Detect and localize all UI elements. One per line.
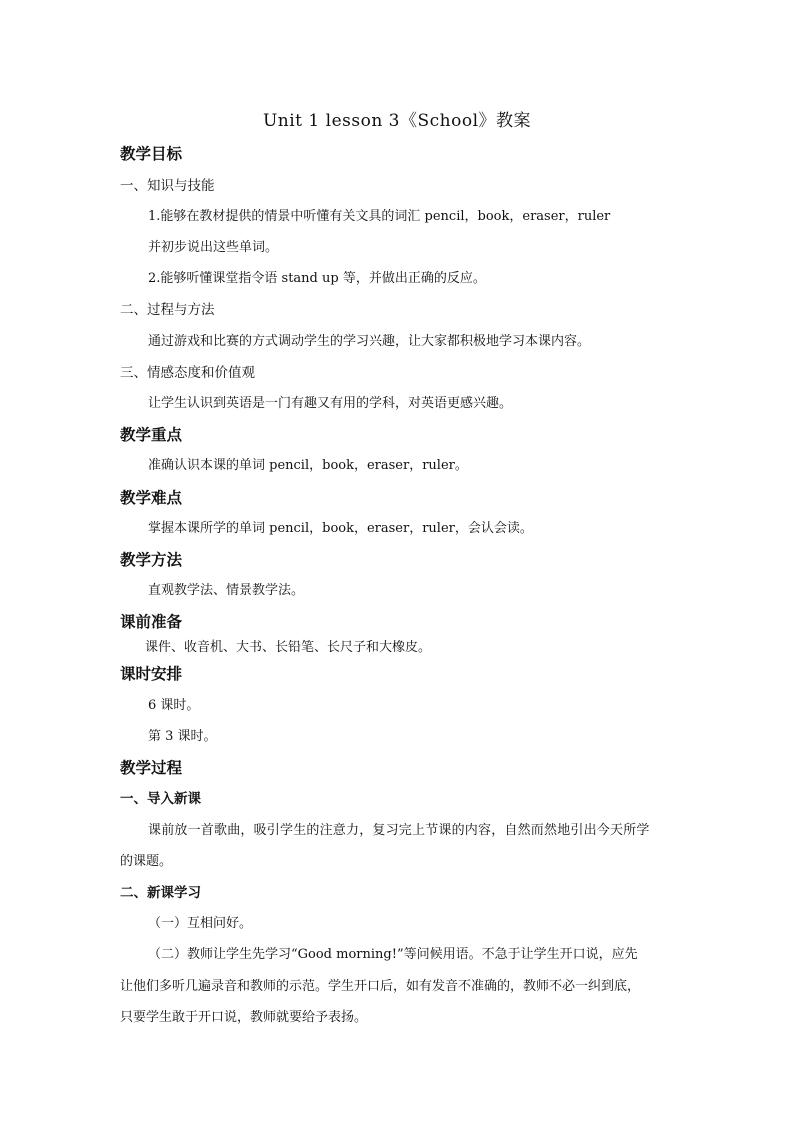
new-lesson-step-2-line-2: 让他们多听几遍录音和教师的示范。学生开口后，如有发音不准确的，教师不必一纠到底， [120,979,641,994]
difficulties-text: 掌握本课所学的单词 pencil，book，eraser，ruler，会认会读。 [148,521,533,536]
heading-difficulties: 教学难点 [120,489,183,507]
heading-objectives: 教学目标 [120,145,183,163]
heading-schedule: 课时安排 [120,665,183,683]
methods-text: 直观教学法、情景教学法。 [148,583,305,598]
key-points-text: 准确认识本课的单词 pencil，book，eraser，ruler。 [148,458,468,473]
knowledge-item-2: 2.能够听懂课堂指令语 stand up 等，并做出正确的反应。 [148,271,486,286]
heading-intro: 一、导入新课 [120,791,201,807]
emotion-text: 让学生认识到英语是一门有趣又有用的学科，对英语更感兴趣。 [148,396,513,411]
heading-emotion-values: 三、情感态度和价值观 [120,365,255,381]
heading-process-methods: 二、过程与方法 [120,302,215,318]
document-title: Unit 1 lesson 3《School》教案 [262,111,532,131]
new-lesson-step-2-line-3: 只要学生敢于开口说，教师就要给予表扬。 [120,1010,368,1025]
schedule-total: 6 课时。 [148,698,200,713]
heading-knowledge-skills: 一、知识与技能 [120,178,215,194]
heading-methods: 教学方法 [120,551,183,569]
new-lesson-step-2-line-1: （二）教师让学生先学习“Good morning!”等问候用语。不急于让学生开口说，应先 [148,947,638,962]
intro-line-2: 的课题。 [120,854,173,869]
intro-line-1: 课前放一首歌曲，吸引学生的注意力，复习完上节课的内容，自然而然地引出今天所学 [148,823,650,838]
process-text: 通过游戏和比赛的方式调动学生的学习兴趣，让大家都积极地学习本课内容。 [148,334,591,349]
schedule-current: 第 3 课时。 [148,729,217,744]
heading-preparation: 课前准备 [120,613,183,631]
preparation-text: 课件、收音机、大书、长铅笔、长尺子和大橡皮。 [145,640,432,655]
new-lesson-step-1: （一）互相问好。 [148,916,253,931]
knowledge-item-1-line-1: 1.能够在教材提供的情景中听懂有关文具的词汇 pencil，book，eraser，ruler [148,209,611,224]
heading-procedure: 教学过程 [120,759,183,777]
heading-new-lesson: 二、新课学习 [120,885,201,901]
knowledge-item-1-line-2: 并初步说出这些单词。 [148,240,279,255]
heading-key-points: 教学重点 [120,426,183,444]
